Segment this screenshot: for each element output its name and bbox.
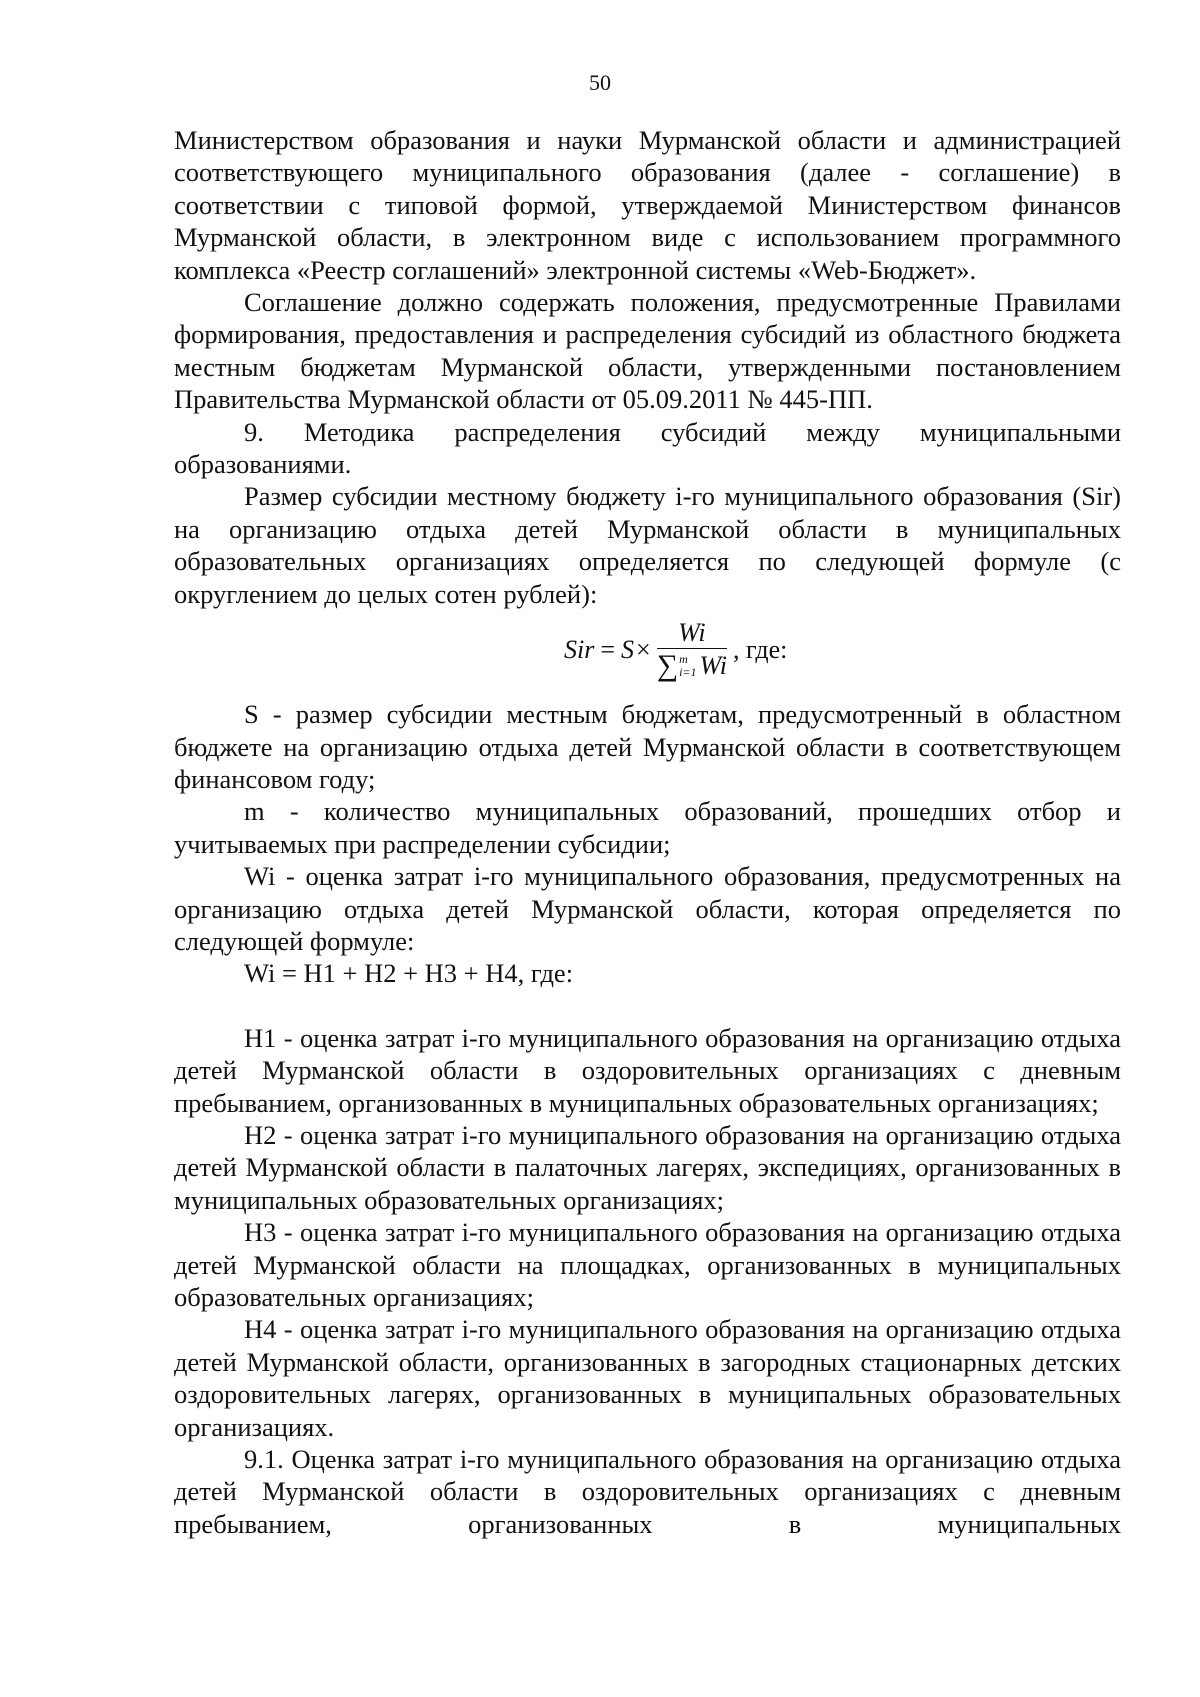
formula-lhs: Sir: [564, 635, 595, 665]
paragraph: Соглашение должно содержать положения, предусмотренные Правилами формирования, предоставления и распределения субсидий из областного бюджета местным бюджетам Мурманской области, утвержденными постановлением Правительства Мурманской области от 05.09.2011 № 445-ПП.: [174, 287, 1121, 415]
blank-line: [174, 990, 1121, 1022]
paragraph: Wi - оценка затрат i-го муниципального образования, предусмотренных на организацию отдыха детей Мурманской области, которая определяется по следующей формуле:: [174, 861, 1121, 956]
formula-s: S: [621, 635, 635, 665]
formula-suffix: , где:: [732, 635, 788, 665]
paragraph: Н1 - оценка затрат i-го муниципального образования на организацию отдыха детей Мурманской области в оздоровительных организациях с дневным пребыванием, организованных в муниципальных образовательных организациях;: [174, 1022, 1121, 1118]
subsidy-formula: [564, 618, 787, 683]
paragraph: Министерством образования и науки Мурманской области и администрацией соответствующего муниципального образования (далее - соглашение) в соответствии с типовой формой, утверждаемой Министерством финансов Мурманской области, в электронном виде с использованием программного комплекса «Реестр соглашений» электронной системы «Web-Бюджет».: [174, 125, 1121, 285]
formula-times: ×: [636, 635, 651, 665]
sum-upper-limit: m: [679, 652, 688, 667]
formula-numerator: Wi: [678, 618, 706, 648]
document-body: [174, 124, 1121, 1540]
formula-equals: =: [600, 635, 616, 665]
paragraph: Н4 - оценка затрат i-го муниципального образования на организацию отдыха детей Мурманской области, организованных в загородных стационарных детских оздоровительных лагерях, организованных в муниципальных образовательных организациях.: [174, 1314, 1121, 1442]
paragraph: m - количество муниципальных образований, прошедших отбор и учитываемых при распределении субсидии;: [174, 796, 1121, 859]
sigma-icon: ∑: [656, 649, 679, 683]
paragraph: Размер субсидии местному бюджету i-го муниципального образования (Sir) на организацию отдыха детей Мурманской области в муниципальных образовательных организациях определяется по следующей формуле (с округлением до целых сотен рублей):: [174, 481, 1121, 609]
formula-fraction: [657, 618, 727, 683]
denominator-term: Wi: [699, 651, 727, 681]
formula-denominator: [657, 649, 727, 683]
paragraph: Wi = Н1 + Н2 + Н3 + Н4, где:: [244, 958, 574, 989]
paragraph: Н3 - оценка затрат i-го муниципального образования на организацию отдыха детей Мурманской области на площадках, организованных в муниципальных образовательных организациях;: [174, 1217, 1121, 1312]
paragraph: S - размер субсидии местным бюджетам, предусмотренный в областном бюджете на организацию отдыха детей Мурманской области в соответствующем финансовом году;: [174, 699, 1121, 794]
sum-lower-limit: i=1: [679, 665, 697, 680]
sum-limits: [679, 653, 696, 679]
formula-block: [174, 610, 1121, 698]
section-heading: 9. Методика распределения субсидий между муниципальными образованиями.: [174, 416, 1121, 480]
paragraph: Н2 - оценка затрат i-го муниципального образования на организацию отдыха детей Мурманской области в палаточных лагерях, экспедициях, организованных в муниципальных образовательных организациях;: [174, 1119, 1121, 1215]
paragraph: 9.1. Оценка затрат i-го муниципального образования на организацию отдыха детей Мурманской области в оздоровительных организациях с дневным пребыванием, организованных в муниципальных: [174, 1444, 1121, 1539]
page-number: 50: [589, 70, 611, 95]
